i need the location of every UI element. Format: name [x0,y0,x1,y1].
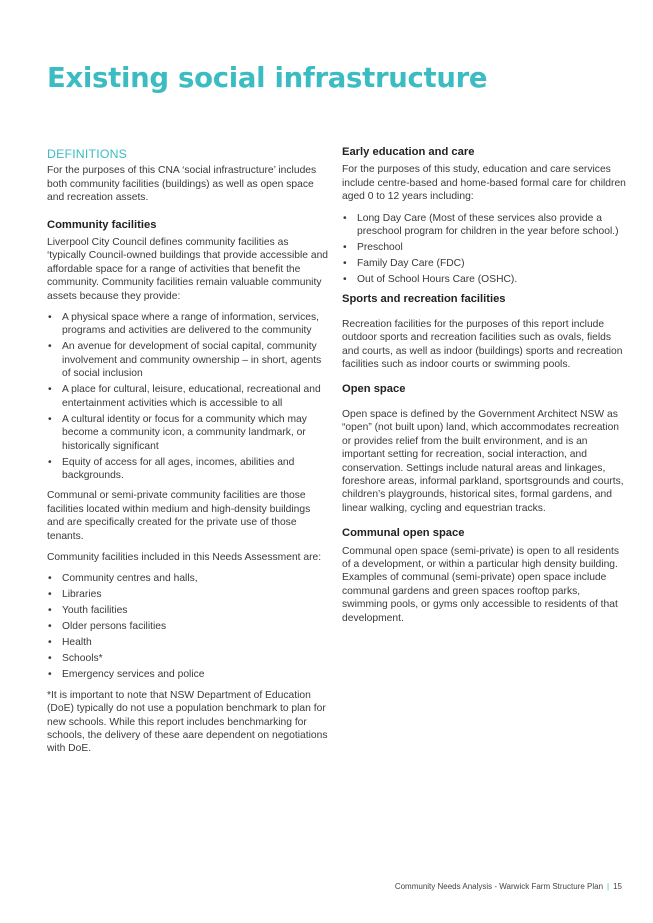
left-column [47,146,329,764]
communal-open-space-heading: Communal open space [342,527,465,540]
list-item: • Preschool [342,241,627,254]
communal-open-space-text: Communal open space (semi-private) is open to all residents of a development, or within a particular high density building. Examples of communal (semi-private) open space include communal gardens and green spaces rooftop parks, swimming pools, or gyms only accessible to residents of that development. [342,545,620,624]
definitions-text: For the purposes of this CNA ‘social infrastructure’ includes both community facilities (buildings) as well as open space and recreation assets. [47,165,317,204]
list-item: • Emergency services and police [47,668,329,681]
included-intro: Community facilities included in this Needs Assessment are: [47,551,322,563]
included-list [47,572,329,681]
early-education-heading: Early education and care [342,146,475,158]
sports-recreation-text: Recreation facilities for the purposes of this report include outdoor sports and recreation facilities such as ovals, fields and courts, as well as indoor (buildings) sports and recreation facilities such as indoor courts or swimming pools. [342,318,623,371]
schools-footnote: *It is important to note that NSW Department of Education (DoE) typically do not use a population benchmark to plan for new schools. While this report includes benchmarking for schools, the delivery of these aare dependent on negotiations with DoE. [47,689,328,755]
communal-facilities-text: Communal or semi-private community facilities are those facilities located within medium and high-density buildings and are specifically created for the private use of those tenants. [47,490,311,542]
list-item: • Community centres and halls, [47,572,329,585]
list-item: • Schools* [47,652,329,665]
community-facilities-text: Liverpool City Council defines community facilities as ‘typically Council-owned buildings that provide accessible and affordable space for a range of activities that benefit the community. Community facilities remain valuable community assets because they provide: [47,237,329,302]
list-item: • Long Day Care (Most of these services also provide a preschool program for children in the year before school.) [342,212,627,239]
list-item: • Equity of access for all ages, incomes, abilities and backgrounds. [47,456,329,483]
footer-document-title: Community Needs Analysis - Warwick Farm Structure Plan [394,882,604,891]
list-item: • An avenue for development of social capital, community involvement and community ownership – in short, agents of social inclusion [47,340,329,380]
right-column [342,146,627,633]
provide-list [47,311,329,482]
page-title: Existing social infrastructure [47,62,488,94]
list-item: • Health [47,636,329,649]
list-item: • Libraries [47,588,329,601]
list-item: • A cultural identity or focus for a community which may become a community icon, a community landmark, or historically significant [47,413,329,453]
list-item: • Family Day Care (FDC) [342,257,627,270]
community-facilities-heading: Community facilities [47,218,157,231]
early-education-list [342,212,627,287]
list-item: • Older persons facilities [47,620,329,633]
page-footer [395,882,622,891]
page-number: 15 [613,882,622,891]
early-education-text: For the purposes of this study, education and care services include centre-based and home-based formal care for children aged 0 to 12 years including: [342,164,626,203]
list-item: • Out of School Hours Care (OSHC). [342,273,627,286]
sports-recreation-heading: Sports and recreation facilities [342,293,506,306]
open-space-text: Open space is defined by the Government Architect NSW as “open” (not built upon) land, which accommodates recreation or provides relief from the built environment, and is an important setting for recreation, social interaction, and conservation. Settings include natural areas and linkages, foreshore areas, informal parkland, sportsgrounds and courts, children’s playgrounds, historical sites, formal gardens, and linear walking, cycling and equestrian tracks. [342,408,624,514]
list-item: • A place for cultural, leisure, educational, recreational and entertainment activities which is accessible to all [47,383,329,410]
open-space-heading: Open space [342,383,406,396]
definitions-heading: DEFINITIONS [47,147,128,161]
footer-separator: | [607,882,610,891]
list-item: • Youth facilities [47,604,329,617]
list-item: • A physical space where a range of information, services, programs and activities are delivered to the community [47,311,329,338]
